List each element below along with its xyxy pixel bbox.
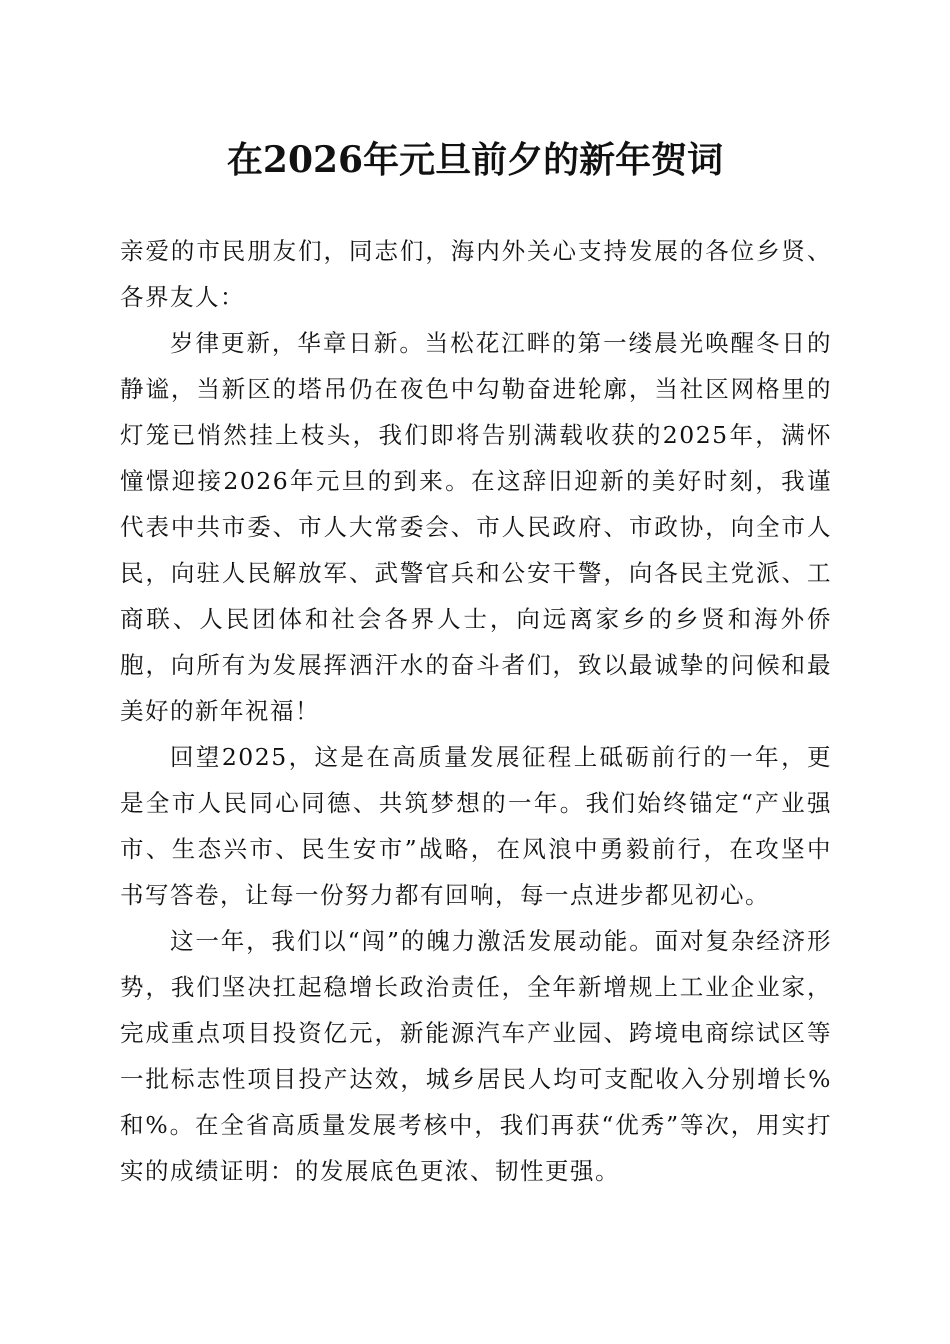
document-title: 在2026年元旦前夕的新年贺词 xyxy=(226,139,724,181)
paragraph-development-momentum: 这一年，我们以“闯”的魄力激活发展动能。面对复杂经济形势，我们坚决扛起稳增长政治责任，全年新增规上工业企业家，完成重点项目投资亿元，新能源汽车产业园、跨境电商综试区等一批标志性项目投产达效，城乡居民人均可支配收入分别增长%和%。在全省高质量发展考核中，我们再获“优秀”等次，用实打实的成绩证明：的发展底色更浓、韧性更强。 xyxy=(120,927,832,1185)
salutation: 亲爱的市民朋友们，同志们，海内外关心支持发展的各位乡贤、各界友人： xyxy=(120,237,832,311)
document-body xyxy=(120,228,832,1194)
paragraph-new-year-greeting: 岁律更新，华章日新。当松花江畔的第一缕晨光唤醒冬日的静谧，当新区的塔吊仍在夜色中勾勒奋进轮廓，当社区网格里的灯笼已悄然挂上枝头，我们即将告别满载收获的2025年，满怀憧憬迎接2026年元旦的到来。在这辞旧迎新的美好时刻，我谨代表中共市委、市人大常委会、市人民政府、市政协，向全市人民，向驻人民解放军、武警官兵和公安干警，向各民主党派、工商联、人民团体和社会各界人士，向远离家乡的乡贤和海外侨胞，向所有为发展挥洒汗水的奋斗者们，致以最诚挚的问候和最美好的新年祝福！ xyxy=(120,329,832,725)
paragraph-review-2025: 回望2025，这是在高质量发展征程上砥砺前行的一年，更是全市人民同心同德、共筑梦想的一年。我们始终锚定“产业强市、生态兴市、民生安市”战略，在风浪中勇毅前行，在攻坚中书写答卷，让每一份努力都有回响，每一点进步都见初心。 xyxy=(120,743,832,909)
